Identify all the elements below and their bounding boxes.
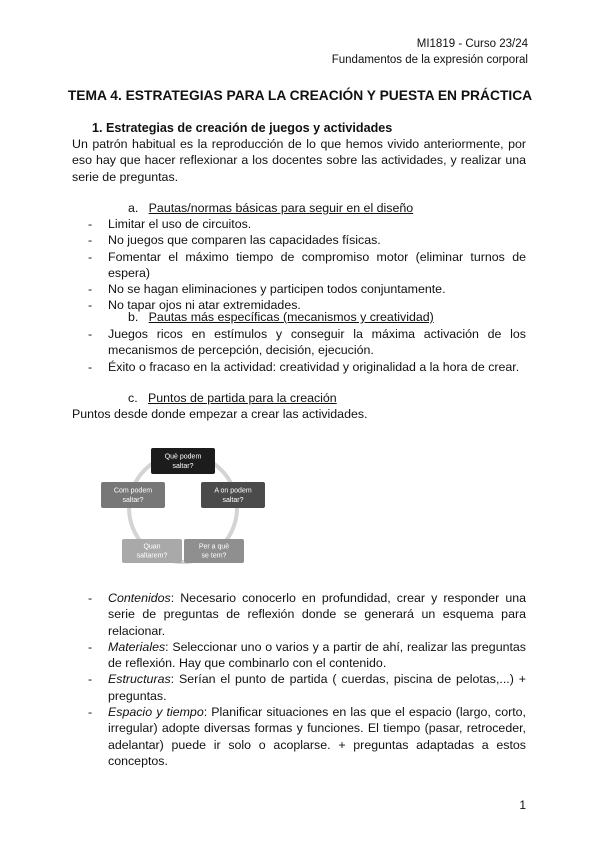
subsection-a-title: Pautas/normas básicas para seguir en el diseño [148,201,414,215]
cycle-node-line1: Com podem [113,487,153,495]
cycle-node-line1: Per a què [198,543,230,551]
cycle-node-line2: saltar? [222,497,244,504]
page-title: TEMA 4. ESTRATEGIAS PARA LA CREACIÓN Y PUESTA EN PRÁCTICA [67,88,533,103]
list-item: - Fomentar el máximo tiempo de compromiso motor (eliminar turnos de espera) [88,249,526,282]
point-term: Contenidos [108,591,171,605]
section-intro: Un patrón habitual es la reproducción de lo que hemos vivido anteriormente, por eso hay que hacer reflexionar a los docentes sobre las actividades, y realizar una serie de preguntas. [72,137,526,184]
cycle-node-box [101,482,165,508]
subsection-c-heading [128,391,337,405]
page-number: 1 [519,798,526,812]
point-term: Estructuras [108,672,171,687]
list-a [88,216,526,314]
section-heading: 1. Estrategias de creación de juegos y actividades [92,121,393,135]
list-item: - Limitar el uso de circuitos. [88,216,526,232]
cycle-node-what [151,448,215,474]
cycle-node-line2: saltarem? [136,552,168,560]
cycle-node-purpose [184,539,244,563]
cycle-diagram [88,438,278,570]
cycle-node-where [201,482,265,508]
header-course: MI1819 - Curso 23/24 [416,38,528,50]
list-b [88,326,526,375]
point-term: Espacio y tiempo [108,705,204,720]
subsection-c-title: Puntos de partida para la creación [147,391,337,405]
cycle-node-when [122,539,182,563]
point-text: : Planificar situaciones en las que el espacio (largo, corto, irregular) adopte diversas formas y funciones. El tiempo (pasar, retroceder, adelantar) puede ir solo o acoplarse. + preguntas adaptadas a estos conceptos. [108,705,526,768]
subsection-b-heading [128,310,434,324]
subsection-a-letter: a. [128,201,139,215]
point-text: : Necesario conocerlo en profundidad, crear y responder una serie de preguntas de reflexión donde se generará un esquema para relacionar. [108,591,526,638]
points-list [88,590,526,769]
cycle-node-line2: se tem? [201,552,227,560]
subsection-a-heading [128,201,413,215]
list-item: - Juegos ricos en estímulos y conseguir la máxima activación de los mecanismos de percepción, decisión, ejecución. [88,326,526,359]
cycle-node-box [201,482,265,508]
cycle-node-box [151,448,215,474]
list-item: - No se hagan eliminaciones y participen todos conjuntamente. [88,281,526,297]
subsection-b-letter: b. [128,310,139,324]
point-text: : Serían el punto de partida ( cuerdas, piscina de pelotas,...) + preguntas. [108,672,526,703]
point-term: Materiales [108,639,166,654]
list-item: - No juegos que comparen las capacidades físicas. [88,232,526,248]
cycle-node-how [101,482,165,508]
cycle-node-line1: A on podem [214,487,252,495]
subsection-b-title: Pautas más específicas (mecanismos y creatividad) [148,310,434,324]
cycle-node-line2: saltar? [122,497,144,504]
list-item: - No tapar ojos ni atar extremidades. [88,297,526,313]
list-item [88,639,526,672]
list-item [88,590,526,639]
header-subject: Fundamentos de la expresión corporal [331,54,528,66]
cycle-node-line2: saltar? [172,463,194,470]
point-text: : Seleccionar uno o varios y a partir de ahí, realizar las preguntas de reflexión. Hay que combinarlo con el contenido. [108,639,526,671]
cycle-node-line1: Què podem [164,453,202,461]
cycle-node-line1: Quan [143,543,161,551]
list-item [88,671,526,704]
list-item [88,704,526,769]
subsection-c-intro: Puntos desde donde empezar a crear las actividades. [72,407,368,421]
subsection-c-letter: c. [128,391,138,405]
list-item: - Éxito o fracaso en la actividad: creatividad y originalidad a la hora de crear. [88,359,526,375]
